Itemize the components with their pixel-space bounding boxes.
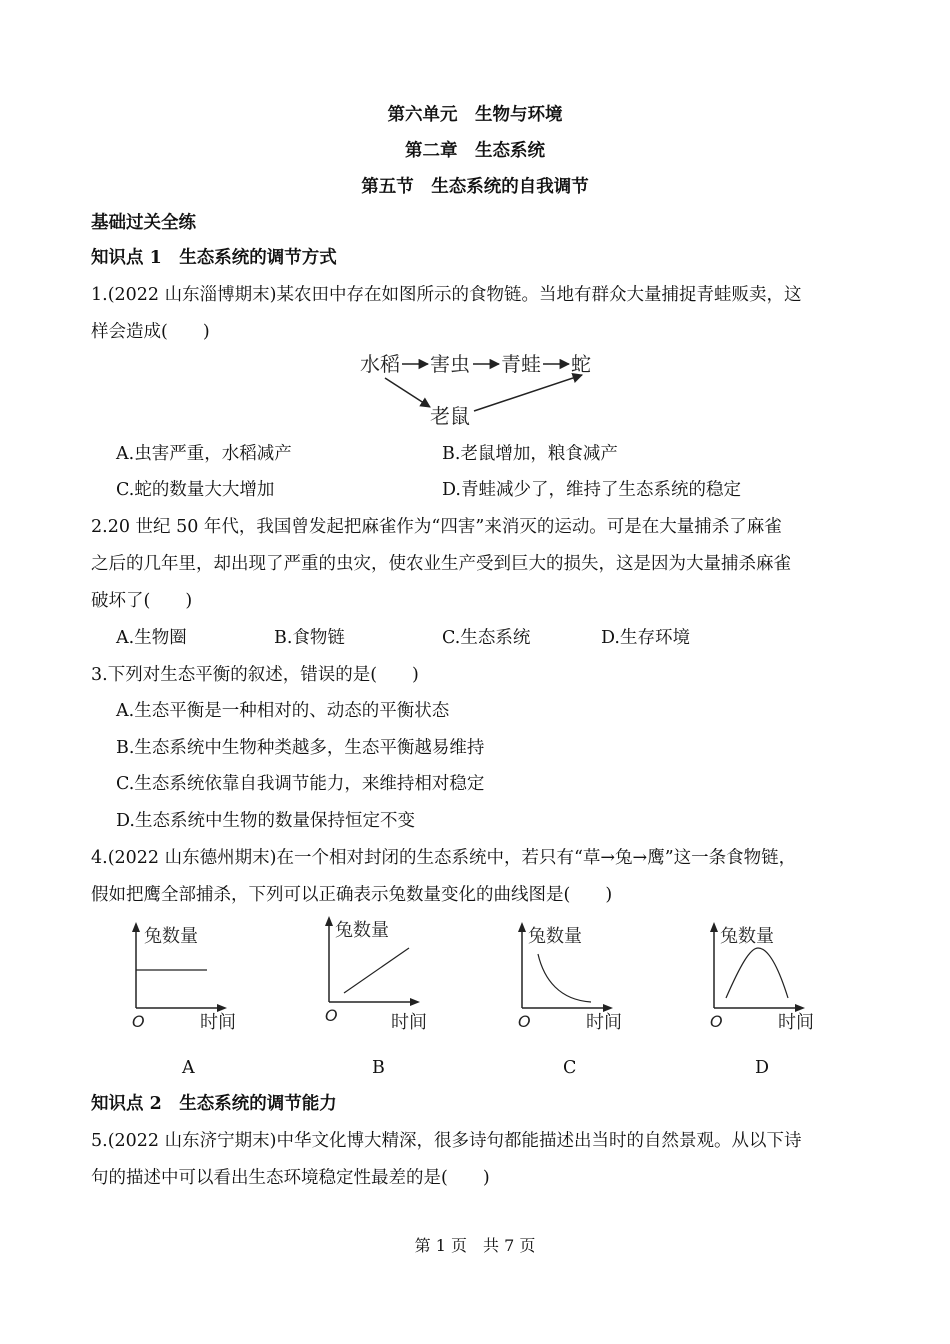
graph-c-y-arrow (518, 922, 526, 932)
q3-option-c[interactable]: C.生态系统依靠自我调节能力，来维持相对稳定 (116, 774, 485, 794)
q2-stem-line1: 2.20 世纪 50 年代，我国曾发起把麻雀作为“四害”来消灭的运动。可是在大量捕杀了麻雀 (91, 517, 782, 537)
q5-stem-line2: 句的描述中可以看出生态环境稳定性最差的是( ) (91, 1168, 490, 1188)
graph-d-origin: O (710, 1012, 723, 1030)
q3-stem: 3.下列对生态平衡的叙述，错误的是( ) (91, 665, 419, 685)
graph-a-x-label: 时间 (200, 1012, 236, 1030)
page-footer: 第 1 页 共 7 页 (414, 1236, 536, 1255)
q1-option-a[interactable]: A.虫害严重，水稻减产 (116, 444, 292, 464)
q2-option-c[interactable]: C.生态系统 (442, 628, 531, 648)
q2-stem-line2: 之后的几年里，却出现了严重的虫灾，使农业生产受到巨大的损失，这是因为大量捕杀麻雀 (91, 554, 791, 574)
graph-a-y-arrow (132, 922, 140, 932)
section-title: 第五节 生态系统的自我调节 (361, 177, 589, 197)
q1-option-b[interactable]: B.老鼠增加，粮食减产 (442, 444, 618, 464)
practice-title: 基础过关全练 (91, 213, 196, 233)
arrow-rice-mouse (385, 378, 430, 407)
graph-b-x-arrow (410, 998, 420, 1006)
chapter-title: 第二章 生态系统 (405, 141, 545, 161)
graph-d-y-arrow (710, 922, 718, 932)
q3-option-d[interactable]: D.生态系统中生物的数量保持恒定不变 (116, 811, 415, 831)
q2-option-b[interactable]: B.食物链 (274, 628, 345, 648)
q1-option-c[interactable]: C.蛇的数量大大增加 (116, 480, 275, 500)
q4-stem-line1: 4.(2022 山东德州期末)在一个相对封闭的生态系统中，若只有“草→兔→鹰”这一条食物链， (91, 848, 797, 868)
node-mouse: 老鼠 (430, 404, 470, 428)
graph-c-x-label: 时间 (586, 1012, 622, 1030)
graph-d-curve (726, 948, 788, 998)
arrow-mouse-snake (474, 375, 582, 411)
node-snake: 蛇 (571, 352, 591, 376)
graph-d-x-label: 时间 (778, 1012, 814, 1030)
graph-label-a[interactable]: A (182, 1058, 195, 1078)
unit-title: 第六单元 生物与环境 (387, 105, 563, 125)
knowledge-point-2: 知识点 2 生态系统的调节能力 (91, 1094, 337, 1114)
graph-label-c[interactable]: C (563, 1058, 577, 1078)
q1-option-d[interactable]: D.青蛙减少了，维持了生态系统的稳定 (442, 480, 741, 500)
q5-stem-line1: 5.(2022 山东济宁期末)中华文化博大精深，很多诗句都能描述出当时的自然景观。从以下诗 (91, 1131, 802, 1151)
graph-a[interactable] (128, 918, 258, 1030)
graph-b-x-label: 时间 (391, 1012, 427, 1030)
q2-option-a[interactable]: A.生物圈 (116, 628, 187, 648)
q1-stem-line1: 1.(2022 山东淄博期末)某农田中存在如图所示的食物链。当地有群众大量捕捉青蛙贩卖，这 (91, 285, 802, 305)
graph-d-x-arrow (795, 1004, 805, 1012)
graph-c-y-label: 兔数量 (528, 926, 582, 947)
graph-label-d[interactable]: D (755, 1058, 770, 1078)
q2-option-d[interactable]: D.生存环境 (601, 628, 690, 648)
node-rice: 水稻 (360, 352, 400, 376)
graph-b[interactable] (321, 912, 451, 1030)
graph-b-y-label: 兔数量 (335, 920, 389, 941)
q1-stem-line2: 样会造成( ) (91, 322, 210, 342)
graph-c-x-arrow (603, 1004, 613, 1012)
graph-a-x-arrow (217, 1004, 227, 1012)
graph-a-origin: O (132, 1012, 145, 1030)
q3-option-b[interactable]: B.生态系统中生物种类越多，生态平衡越易维持 (116, 738, 485, 758)
knowledge-point-1: 知识点 1 生态系统的调节方式 (91, 248, 337, 268)
graph-b-y-arrow (325, 916, 333, 926)
q2-stem-line3: 破坏了( ) (91, 591, 193, 611)
q3-option-a[interactable]: A.生态平衡是一种相对的、动态的平衡状态 (116, 701, 450, 721)
food-chain-diagram (350, 345, 610, 435)
graph-c[interactable] (514, 918, 644, 1030)
graph-a-y-label: 兔数量 (144, 926, 198, 947)
graph-d[interactable] (706, 918, 836, 1030)
graph-d-y-label: 兔数量 (720, 926, 774, 947)
graph-c-origin: O (518, 1012, 531, 1030)
q4-stem-line2: 假如把鹰全部捕杀，下列可以正确表示兔数量变化的曲线图是( ) (91, 885, 613, 905)
node-pest: 害虫 (430, 352, 470, 376)
graph-b-curve (344, 948, 409, 993)
node-frog: 青蛙 (501, 352, 541, 376)
graph-label-b[interactable]: B (372, 1058, 385, 1078)
graph-b-origin: O (325, 1006, 338, 1025)
graph-c-curve (538, 954, 591, 1002)
